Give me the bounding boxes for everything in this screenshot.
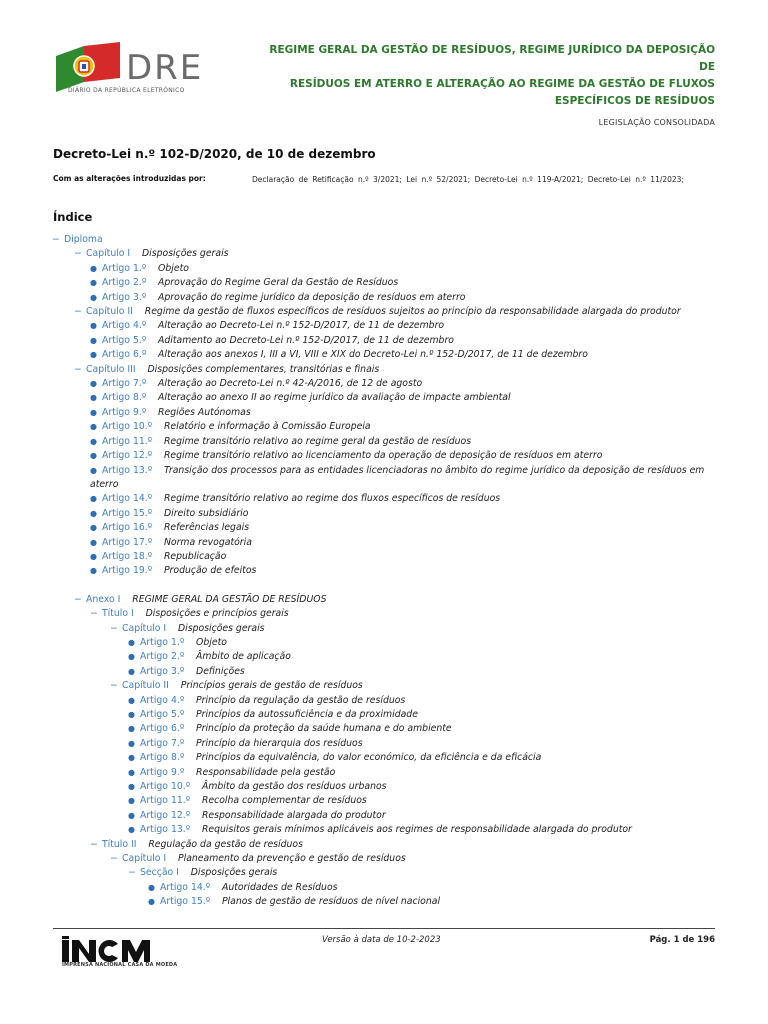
bullet-icon: ●: [128, 666, 135, 676]
bullet-icon: ●: [90, 523, 97, 533]
toc-spacer: [52, 579, 722, 593]
toc-link[interactable]: Artigo 5.º: [102, 334, 147, 346]
toc-link[interactable]: Artigo 9.º: [102, 406, 147, 418]
toc-description: Referências legais: [163, 522, 250, 534]
toc-link[interactable]: Artigo 12.º: [102, 450, 153, 462]
bullet-icon: ●: [128, 810, 135, 820]
toc-link[interactable]: Artigo 12.º: [140, 809, 191, 821]
toc-link[interactable]: Artigo 11.º: [140, 795, 191, 807]
toc-description: Princípio da hierarquia dos resíduos: [196, 737, 363, 749]
bullet-icon: ●: [128, 695, 135, 705]
table-of-contents: [52, 233, 722, 910]
toc-link[interactable]: Artigo 14.º: [102, 493, 153, 505]
toc-description: Disposições gerais: [178, 622, 265, 634]
toc-description: Produção de efeitos: [163, 565, 257, 577]
bullet-icon: ●: [128, 738, 135, 748]
bullet-icon: ●: [90, 465, 97, 475]
toc-description: Planos de gestão de resíduos de nível nacional: [221, 896, 441, 908]
consolidated-label: LEGISLAÇÃO CONSOLIDADA: [598, 118, 715, 127]
bullet-icon: ●: [128, 637, 135, 647]
toc-description: Alteração aos anexos I, III a VI, VIII e XIX do Decreto-Lei n.º 152-D/2017, de 11 de dezembro: [158, 349, 588, 361]
toc-link[interactable]: Artigo 4.º: [140, 694, 185, 706]
toc-link[interactable]: Anexo I: [86, 593, 121, 605]
toc-description: Norma revogatória: [163, 536, 252, 548]
toc-item: [52, 550, 722, 564]
toc-item: [52, 823, 722, 837]
toc-item: [52, 435, 722, 449]
toc-link[interactable]: Artigo 4.º: [102, 320, 147, 332]
toc-link[interactable]: Artigo 15.º: [160, 896, 211, 908]
bullet-icon: ●: [128, 724, 135, 734]
incm-logo-icon: [62, 936, 172, 964]
bullet-icon: ●: [90, 566, 97, 576]
header-title-line: ESPECÍFICOS DE RESÍDUOS: [554, 95, 715, 107]
toc-item: [52, 276, 722, 290]
header-title-line: REGIME GERAL DA GESTÃO DE RESÍDUOS, REGIME JURÍDICO DA DEPOSIÇÃO DE: [269, 44, 715, 73]
toc-description: Alteração ao Decreto-Lei n.º 42-A/2016, de 12 de agosto: [158, 378, 423, 390]
toc-item: [52, 536, 722, 550]
amendments-label: Com as alterações introduzidas por:: [53, 174, 206, 183]
toc-description: Aprovação do regime jurídico da deposição de resíduos em aterro: [158, 291, 466, 303]
collapse-icon[interactable]: −: [74, 248, 82, 260]
toc-item: [52, 593, 722, 607]
toc-item: [52, 348, 722, 362]
toc-item: [52, 247, 722, 261]
collapse-icon[interactable]: −: [52, 234, 60, 245]
toc-item: [52, 377, 722, 391]
toc-link[interactable]: Artigo 19.º: [102, 565, 153, 577]
toc-description: Aprovação do Regime Geral da Gestão de Resíduos: [158, 277, 399, 289]
toc-link[interactable]: Capítulo II: [122, 680, 169, 692]
toc-description: Disposições gerais: [142, 248, 229, 260]
toc-item: [52, 464, 722, 493]
bullet-icon: ●: [128, 796, 135, 806]
toc-link[interactable]: Artigo 13.º: [140, 824, 191, 836]
collapse-icon[interactable]: −: [74, 306, 82, 318]
toc-description: Regulação da gestão de resíduos: [148, 838, 303, 850]
toc-link[interactable]: Capítulo I: [122, 622, 167, 634]
collapse-icon[interactable]: −: [74, 363, 82, 375]
toc-link[interactable]: Artigo 7.º: [140, 737, 185, 749]
toc-link[interactable]: Capítulo I: [122, 853, 167, 865]
toc-description: Regime transitório relativo ao regime dos fluxos específicos de resíduos: [163, 493, 501, 505]
bullet-icon: ●: [90, 436, 97, 446]
toc-description: Princípio da regulação da gestão de resíduos: [196, 694, 406, 706]
toc-description: Relatório e informação à Comissão Europeia: [163, 421, 371, 433]
toc-link[interactable]: Artigo 10.º: [102, 421, 153, 433]
toc-link[interactable]: Artigo 14.º: [160, 881, 211, 893]
bullet-icon: ●: [90, 335, 97, 345]
toc-description: Requisitos gerais mínimos aplicáveis aos regimes de responsabilidade alargada do produtor: [201, 824, 632, 836]
toc-description: Disposições complementares, transitórias e finais: [147, 363, 380, 375]
bullet-icon: ●: [90, 350, 97, 360]
toc-link[interactable]: Artigo 17.º: [102, 536, 153, 548]
toc-item: [52, 319, 722, 333]
amendments-value: Declaração de Retificação n.º 3/2021; Lei n.º 52/2021; Decreto-Lei n.º 119-A/2021; Decreto-Lei n.º 11/2023;: [252, 175, 684, 184]
bullet-icon: ●: [128, 710, 135, 719]
toc-link[interactable]: Artigo 11.º: [102, 435, 153, 447]
toc-item: [52, 406, 722, 420]
toc-item: [52, 334, 722, 348]
toc-link[interactable]: Capítulo I: [86, 248, 131, 260]
toc-item: [52, 622, 722, 636]
collapse-icon[interactable]: −: [90, 838, 98, 850]
toc-description: Direito subsidiário: [163, 507, 249, 519]
bullet-icon: ●: [90, 508, 97, 518]
toc-description: REGIME GERAL DA GESTÃO DE RESÍDUOS: [132, 593, 327, 605]
collapse-icon[interactable]: −: [90, 608, 98, 620]
toc-description: Aditamento ao Decreto-Lei n.º 152-D/2017, de 11 de dezembro: [158, 334, 454, 346]
bullet-icon: ●: [90, 551, 97, 561]
toc-description: Recolha complementar de resíduos: [201, 795, 367, 807]
toc-link[interactable]: Artigo 1.º: [140, 636, 185, 648]
bullet-icon: ●: [90, 451, 97, 461]
collapse-icon[interactable]: −: [74, 593, 82, 605]
toc-description: Autoridades de Resíduos: [221, 881, 338, 893]
toc-item: [52, 650, 722, 664]
toc-description: Regime transitório relativo ao regime geral da gestão de resíduos: [163, 435, 472, 447]
toc-link[interactable]: Artigo 5.º: [140, 709, 185, 720]
dre-logo-subtitle: DIÁRIO DA REPÚBLICA ELETRÓNICO: [68, 87, 185, 94]
toc-link[interactable]: Artigo 9.º: [140, 766, 185, 778]
toc-description: Alteração ao anexo II ao regime jurídico da avaliação de impacte ambiental: [158, 392, 511, 404]
toc-link[interactable]: Artigo 13.º: [102, 464, 153, 476]
collapse-icon[interactable]: −: [110, 680, 118, 692]
toc-description: Planeamento da prevenção e gestão de resíduos: [178, 853, 406, 865]
toc-item: [52, 507, 722, 521]
bullet-icon: ●: [128, 753, 135, 763]
bullet-icon: ●: [90, 263, 97, 273]
toc-description: Âmbito de aplicação: [196, 651, 291, 663]
toc-item: [52, 665, 722, 679]
header-title-line: RESÍDUOS EM ATERRO E ALTERAÇÃO AO REGIME DA GESTÃO DE FLUXOS: [289, 78, 715, 90]
bullet-icon: ●: [90, 422, 97, 432]
bullet-icon: ●: [128, 825, 135, 835]
bullet-icon: ●: [90, 321, 97, 331]
toc-item: [52, 636, 722, 650]
bullet-icon: ●: [148, 882, 155, 892]
toc-item: [52, 751, 722, 765]
toc-item: [52, 564, 722, 578]
toc-link[interactable]: Título I: [102, 608, 134, 620]
toc-link[interactable]: Artigo 6.º: [102, 349, 147, 361]
toc-item: [52, 449, 722, 463]
toc-link[interactable]: Capítulo II: [86, 306, 133, 318]
toc-item: [52, 694, 722, 708]
toc-item: [52, 895, 722, 909]
toc-description: Regime transitório relativo ao licenciamento da operação de deposição de resíduos em aterro: [163, 450, 603, 462]
toc-link[interactable]: Artigo 7.º: [102, 378, 147, 390]
toc-item: [52, 305, 722, 319]
toc-description: Disposições gerais: [190, 867, 278, 879]
toc-link[interactable]: Artigo 2.º: [102, 277, 147, 289]
toc-description: Princípios da autossuficiência e da proximidade: [196, 709, 418, 720]
toc-item: [52, 838, 722, 852]
collapse-icon[interactable]: −: [110, 853, 118, 865]
bullet-icon: ●: [128, 652, 135, 662]
toc-description: Objeto: [196, 636, 227, 648]
decree-title: Decreto-Lei n.º 102-D/2020, de 10 de dezembro: [53, 147, 376, 161]
toc-item: [52, 722, 722, 736]
toc-description: Regiões Autónomas: [158, 406, 251, 418]
toc-item: [52, 708, 722, 722]
toc-item: [52, 363, 722, 377]
page-number: Pág. 1 de 196: [649, 935, 715, 945]
toc-link[interactable]: Artigo 15.º: [102, 507, 153, 519]
toc-item: [52, 420, 722, 434]
toc-link[interactable]: Artigo 6.º: [140, 723, 185, 735]
toc-description: Objeto: [158, 262, 189, 274]
index-title: Índice: [53, 210, 93, 224]
toc-link[interactable]: Artigo 3.º: [140, 665, 185, 677]
bullet-icon: ●: [90, 537, 97, 547]
toc-item: [52, 521, 722, 535]
toc-item: [52, 737, 722, 751]
collapse-icon[interactable]: −: [128, 867, 136, 879]
toc-link[interactable]: Artigo 8.º: [140, 752, 185, 764]
toc-item: [52, 794, 722, 808]
toc-link[interactable]: Artigo 16.º: [102, 522, 153, 534]
bullet-icon: ●: [148, 897, 155, 907]
incm-logo-subtitle: IMPRENSA NACIONAL CASA DA MOEDA: [62, 962, 178, 968]
toc-item: [52, 866, 722, 880]
toc-item: [52, 492, 722, 506]
bullet-icon: ●: [90, 292, 97, 302]
toc-item: [52, 291, 722, 305]
bullet-icon: ●: [90, 407, 97, 417]
bullet-icon: ●: [90, 278, 97, 288]
toc-link[interactable]: Secção I: [140, 867, 179, 879]
toc-item: [52, 852, 722, 866]
bullet-icon: ●: [128, 782, 135, 792]
toc-description: Alteração ao Decreto-Lei n.º 152-D/2017, de 11 de dezembro: [158, 320, 445, 332]
toc-link[interactable]: Artigo 3.º: [102, 291, 147, 303]
toc-link[interactable]: Artigo 10.º: [140, 781, 191, 793]
toc-item: [52, 679, 722, 693]
document-header-title: [265, 42, 715, 110]
toc-link[interactable]: Capítulo III: [86, 363, 136, 375]
toc-description: Princípios da equivalência, do valor económico, da eficiência e da eficácia: [196, 752, 542, 764]
toc-description: Regime da gestão de fluxos específicos de resíduos sujeitos ao princípio da responsabilidade alargada do produtor: [144, 306, 681, 318]
toc-link[interactable]: Título II: [102, 838, 137, 850]
toc-item: [52, 766, 722, 780]
version-date: Versão à data de 10-2-2023: [322, 935, 441, 945]
toc-description: Republicação: [163, 550, 227, 562]
toc-description: Âmbito da gestão dos resíduos urbanos: [201, 781, 387, 793]
toc-item: [52, 809, 722, 823]
toc-description: Princípios gerais de gestão de resíduos: [180, 680, 363, 692]
toc-item: [52, 233, 722, 247]
collapse-icon[interactable]: −: [110, 622, 118, 634]
toc-link[interactable]: Diploma: [64, 234, 103, 245]
toc-link[interactable]: Artigo 8.º: [102, 392, 147, 404]
toc-description: Transição dos processos para as entidades licenciadoras no âmbito do regime jurídico da deposição de resíduos em aterro: [90, 464, 705, 490]
toc-item: [52, 881, 722, 895]
toc-item: [52, 780, 722, 794]
toc-description: Definições: [196, 665, 245, 677]
dre-logo-text: DRE: [126, 48, 204, 88]
toc-link[interactable]: Artigo 18.º: [102, 550, 153, 562]
toc-item: [52, 391, 722, 405]
bullet-icon: ●: [90, 494, 97, 504]
toc-description: Responsabilidade pela gestão: [196, 766, 336, 778]
toc-description: Responsabilidade alargada do produtor: [201, 809, 386, 821]
footer-divider: [53, 928, 715, 929]
toc-description: Princípio da proteção da saúde humana e do ambiente: [196, 723, 452, 735]
toc-item: [52, 262, 722, 276]
toc-description: Disposições e princípios gerais: [145, 608, 289, 620]
bullet-icon: ●: [90, 393, 97, 403]
toc-link[interactable]: Artigo 1.º: [102, 262, 147, 274]
toc-link[interactable]: Artigo 2.º: [140, 651, 185, 663]
bullet-icon: ●: [128, 767, 135, 777]
bullet-icon: ●: [90, 379, 97, 389]
toc-item: [52, 607, 722, 621]
